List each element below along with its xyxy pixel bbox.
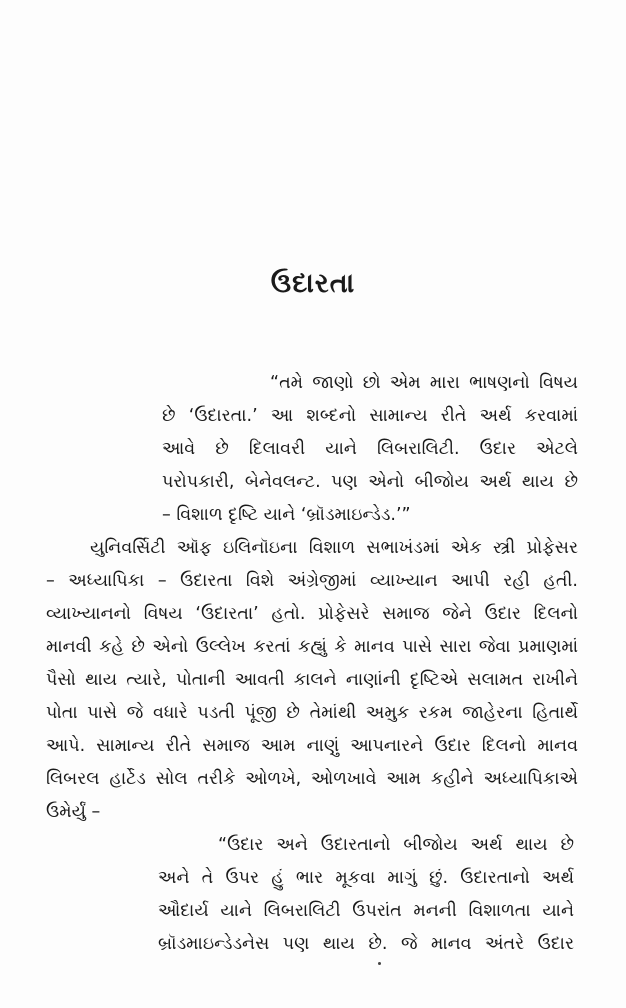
quote-line: “તમે જાણો છો એમ મારા ભાષણનો વિષય	[270, 373, 578, 393]
chapter-title: ઉદારતા	[270, 268, 356, 299]
paragraph-line: યુનિવર્સિટી ઑફ ઇલિનૉઇના વિશાળ સભાખંડમાં એક સ્ત્રી પ્રોફેસર	[90, 538, 578, 558]
quote-line: પરોપકારી, બેનેવલન્ટ. પણ એનો બીજોય અર્થ થાય છે	[162, 472, 578, 492]
paragraph-line: આપે. સામાન્ય રીતે સમાજ આમ નાણું આપનારને ઉદાર દિલનો માનવ	[46, 736, 578, 756]
paragraph-line: પોતા પાસે જે વધારે પડતી પૂંજી છે તેમાંથી અમુક રકમ જાહેરના હિતાર્થે	[46, 703, 578, 723]
quote-line: છે ‘ઉદારતા.’ આ શબ્દનો સામાન્ય રીતે અર્થ કરવામાં	[162, 406, 578, 426]
quote-line: બ્રૉડમાઇન્ડેડનેસ પણ થાય છે. જે માનવ અંતરે ઉદાર	[158, 934, 574, 954]
quote-line: – વિશાળ દૃષ્ટિ યાને ‘બ્રૉડમાઇન્ડેડ.’”	[162, 505, 411, 525]
ink-speck	[378, 962, 381, 965]
paragraph-line: માનવી કહે છે એનો ઉલ્લેખ કરતાં કહ્યું કે માનવ પાસે સારા જેવા પ્રમાણમાં	[46, 637, 578, 657]
quote-line: ઔદાર્ય યાને લિબરાલિટી ઉપરાંત મનની વિશાળતા યાને	[158, 901, 574, 921]
paragraph-line: વ્યાખ્યાનનો વિષય ‘ઉદારતા’ હતો. પ્રોફેસરે સમાજ જેને ઉદાર દિલનો	[46, 604, 578, 624]
quote-line: અને તે ઉપર હું ભાર મૂકવા માગું છું. ઉદારતાનો અર્થ	[158, 868, 574, 888]
quote-line: આવે છે દિલાવરી યાને લિબરાલિટી. ઉદાર એટલે	[162, 439, 578, 459]
paragraph-line: – અધ્યાપિકા – ઉદારતા વિશે અંગ્રેજીમાં વ્યાખ્યાન આપી રહી હતી.	[46, 571, 578, 591]
paragraph-line: લિબરલ હાર્ટેડ સોલ તરીકે ઓળખે, ઓળખાવે આમ કહીને અધ્યાપિકાએ	[46, 769, 578, 789]
quote-line: “ઉદાર અને ઉદારતાનો બીજોય અર્થ થાય છે	[218, 835, 574, 855]
paragraph-line: પૈસો થાય ત્યારે, પોતાની આવતી કાલને નાણાંની દૃષ્ટિએ સલામત રાખીને	[46, 670, 578, 690]
paragraph-line: ઉમેર્યું –	[46, 802, 101, 822]
